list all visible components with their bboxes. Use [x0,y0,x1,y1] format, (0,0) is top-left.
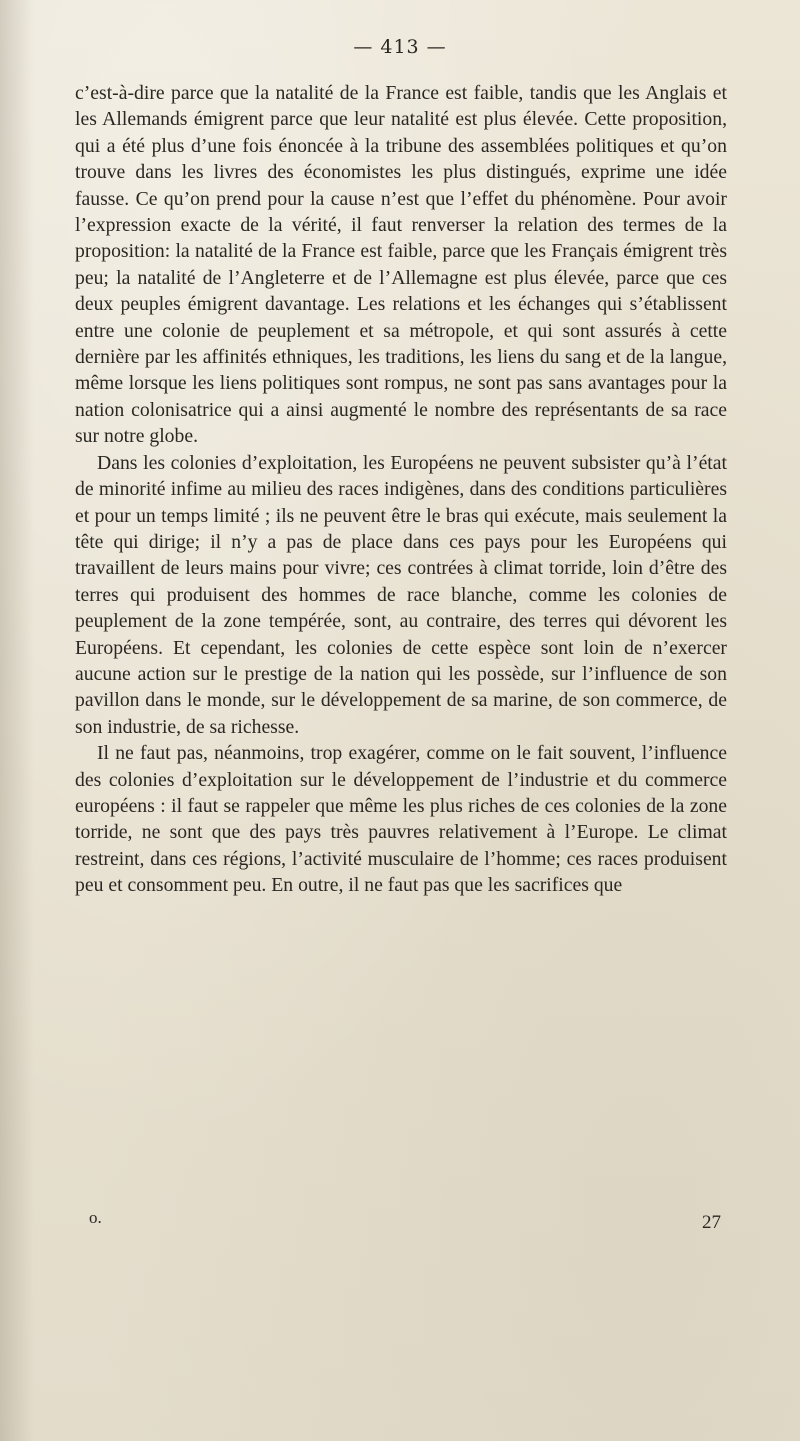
body-text [75,80,727,899]
running-head: — 413 — [353,36,447,58]
paragraph-2: Dans les colonies d’exploitation, les Européens ne peuvent subsister qu’à l’état de minorité infime au milieu des races indigènes, dans des conditions particulières et pour un temps limité ; ils ne peuvent être le bras qui exécute, mais seulement la tête qui dirige; il n’y a pas de place dans ces pays pour les Européens qui travaillent de leurs mains pour vivre; ces contrées à climat torride, loin d’être des terres qui produisent des hommes de race blanche, comme les colonies de peuplement de la zone tempérée, sont, au contraire, des terres qui dévorent les Européens. Et cependant, les colonies de cette espèce sont loin de n’exercer aucune action sur le prestige de la nation qui les possède, sur l’influence de son pavillon dans le monde, sur le développement de sa marine, de son commerce, de son industrie, de sa richesse. [75,451,727,738]
signature-mark: o. [89,1208,102,1227]
page-edge-shadow [0,0,34,1441]
page-footer [75,1208,727,1238]
paragraph-3: Il ne faut pas, néanmoins, trop exagérer, comme on le fait souvent, l’influence des colonies d’exploitation sur le développement de l’industrie et du commerce européens : il faut se rappeler que même les plus riches de ces colonies de la zone torride, ne sont que des pays très pauvres relativement à l’Europe. Le climat restreint, dans ces régions, l’activité musculaire de l’homme; ces races produisent peu et consomment peu. En outre, il ne faut pas que les sacrifices que [75,742,727,897]
paragraph-1: c’est-à-dire parce que la natalité de la France est faible, tandis que les Anglais et les Allemands émigrent parce que leur natalité est plus élevée. Cette proposition, qui a été plus d’une fois énoncée à la tribune des assemblées politiques et qu’on trouve dans les livres des économistes les plus distingués, exprime une idée fausse. Ce qu’on prend pour la cause n’est que l’effet du phénomène. Pour avoir l’expression exacte de la vérité, il faut renverser la relation des termes de la proposition: la natalité de la France est faible, parce que les Français émigrent très peu; la natalité de l’Angleterre et de l’Allemagne est plus élevée, parce que ces deux peuples émigrent davantage. Les relations et les échanges qui s’établissent entre une colonie de peuplement et sa métropole, et qui sont assurés à cette dernière par les affinités ethniques, les traditions, les liens du sang et de la langue, même lorsque les liens politiques sont rompus, ne sont pas sans avantages pour la nation colonisatrice qui a ainsi augmenté le nombre des représentants de sa race sur notre globe. [75,82,727,448]
sheet-number: 27 [702,1212,721,1233]
